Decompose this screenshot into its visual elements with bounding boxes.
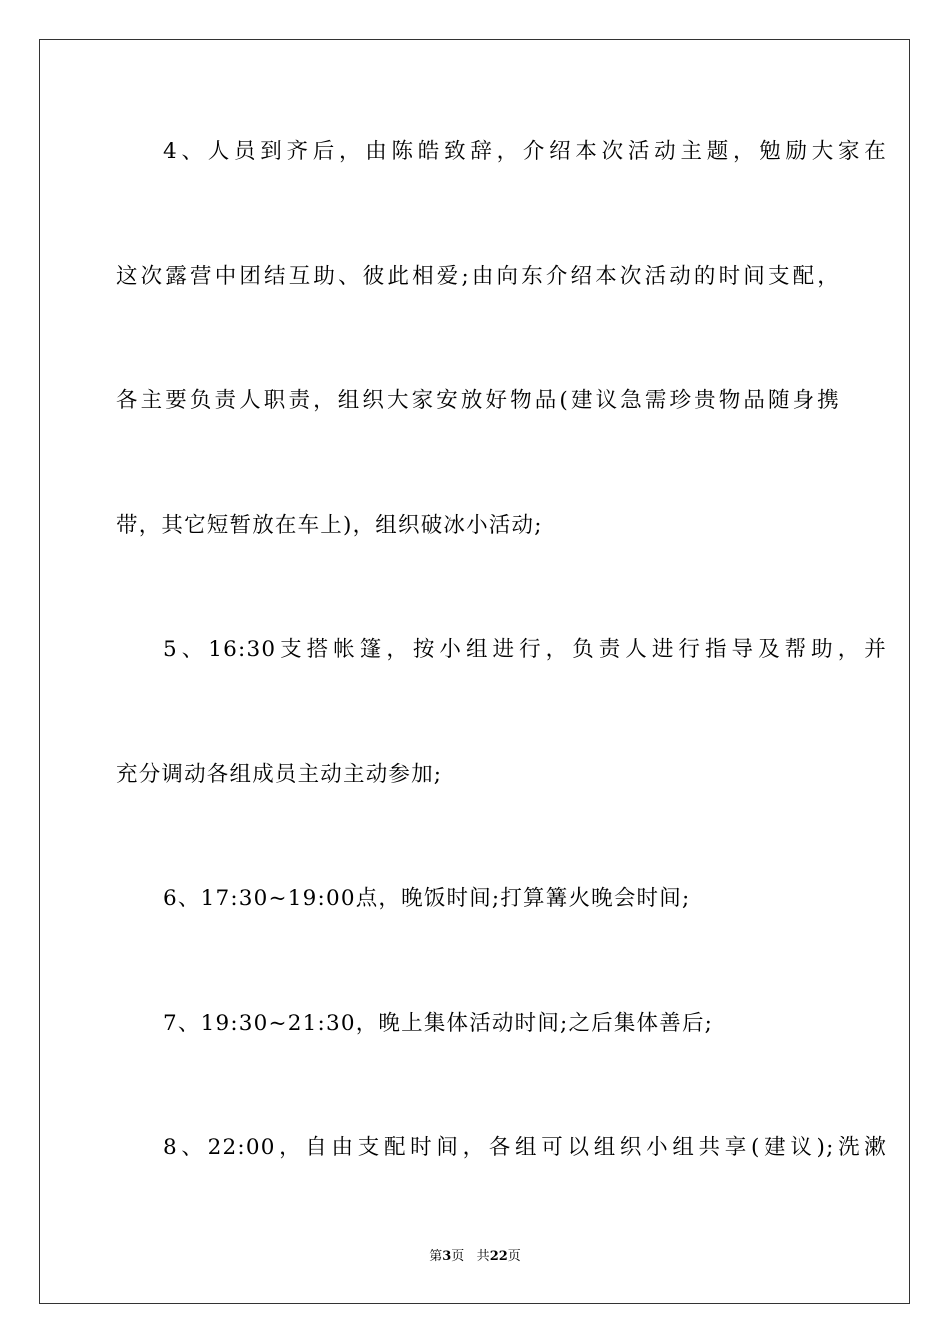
total-suffix: 页 [507,1249,521,1264]
page-prefix: 第 [429,1249,443,1264]
paragraph-line-5: 5、16:30支搭帐篷，按小组进行，负责人进行指导及帮助，并 [163,637,887,662]
paragraph-line-2: 这次露营中团结互助、彼此相爱;由向东介绍本次活动的时间支配， [116,264,840,289]
paragraph-line-6: 充分调动各组成员主动主动参加; [116,762,443,787]
paragraph-line-3: 各主要负责人职责，组织大家安放好物品(建议急需珍贵物品随身携 [116,388,840,413]
page-border [39,39,910,1304]
paragraph-line-4: 带，其它短暂放在车上)，组织破冰小活动; [116,513,543,538]
page-footer [0,1248,950,1266]
page-suffix: 页 [451,1249,465,1264]
total-prefix: 共 [476,1249,490,1264]
page-number: 3 [442,1249,452,1264]
paragraph-line-9: 8、22:00，自由支配时间，各组可以组织小组共享(建议);洗漱 [163,1135,887,1160]
total-pages: 22 [489,1249,508,1264]
paragraph-line-8: 7、19:30~21:30，晚上集体活动时间;之后集体善后; [163,1011,714,1036]
paragraph-line-7: 6、17:30~19:00点，晚饭时间;打算篝火晚会时间; [163,886,691,911]
paragraph-line-1: 4、人员到齐后，由陈皓致辞，介绍本次活动主题，勉励大家在 [163,139,887,164]
